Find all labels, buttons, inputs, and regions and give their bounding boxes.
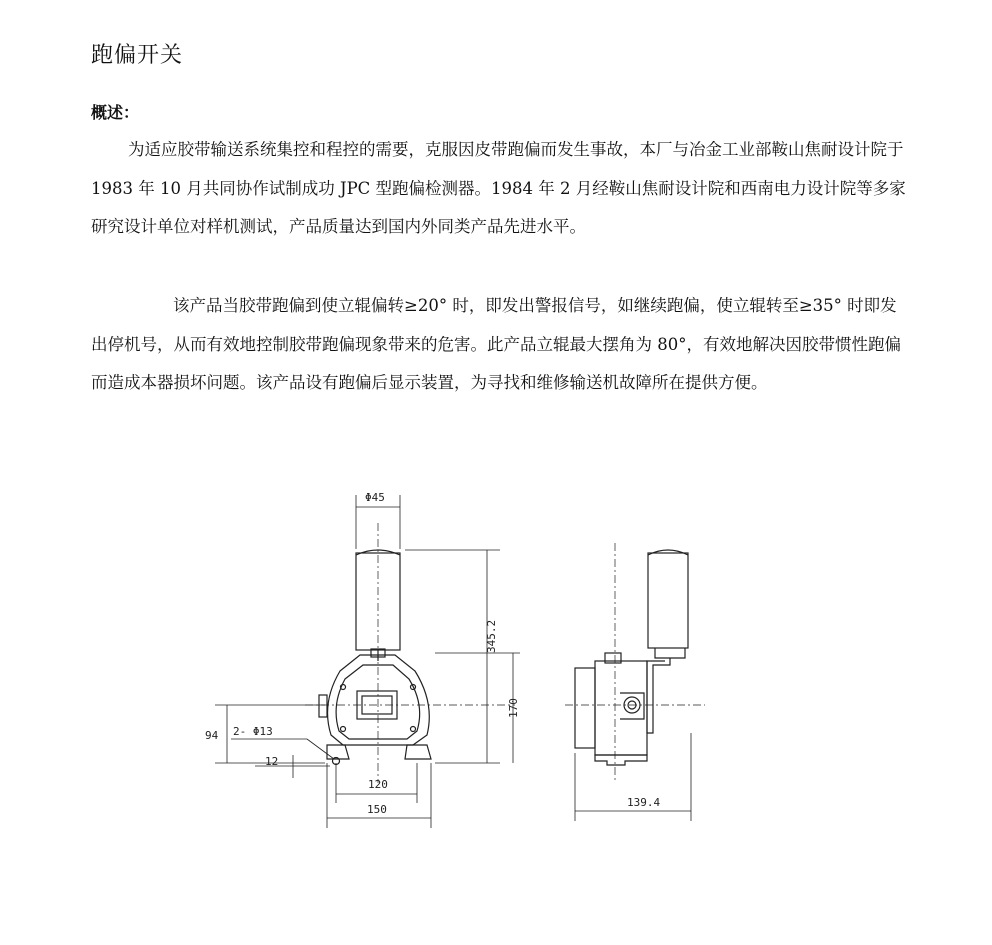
dim-side-height: 170 [507,698,520,718]
left-foot [327,745,349,759]
dim-hole-offset: 12 [265,755,279,768]
dim-roller-diameter: Φ45 [365,491,385,504]
overview-paragraph-2: 该产品当胶带跑偏到使立辊偏转≥20° 时，即发出警报信号，如继续跑偏，使立辊转至≥35° 时即发出停机号，从而有效地控制胶带跑偏现象带来的危害。此产品立辊最大摆角为 80°，有效地解决因胶带惯性跑偏而造成本器损坏问题。该产品设有跑偏后显示装置，为寻找和维修输送机故障所在提供方便。 [91,296,901,392]
section-heading: 概述： [91,103,140,122]
front-view [319,550,431,765]
dim-side-depth: 139.4 [627,796,661,809]
dim-mounting-holes: 2- Φ13 [233,725,273,738]
right-foot [405,745,431,759]
dim-base-height: 94 [205,729,219,742]
dim-outer-width: 150 [367,803,387,816]
dim-inner-width: 120 [368,778,388,791]
side-view [575,550,688,765]
side-roller [648,553,688,648]
technical-drawing [195,483,715,848]
side-cover [575,668,595,748]
dim-total-height: 345.2 [485,619,498,653]
overview-paragraph-1: 为适应胶带输送系统集控和程控的需要，克服因皮带跑偏而发生事故，本厂与冶金工业部鞍山焦耐设计院于 1983 年 10 月共同协作试制成功 JPC 型跑偏检测器。1984 年 2 月经鞍山焦耐设计院和西南电力设计院等多家研究设计单位对样机测试，产品质量达到国内外同类产品先进水平。 [91,140,906,236]
page-title: 跑偏开关 [91,43,184,68]
